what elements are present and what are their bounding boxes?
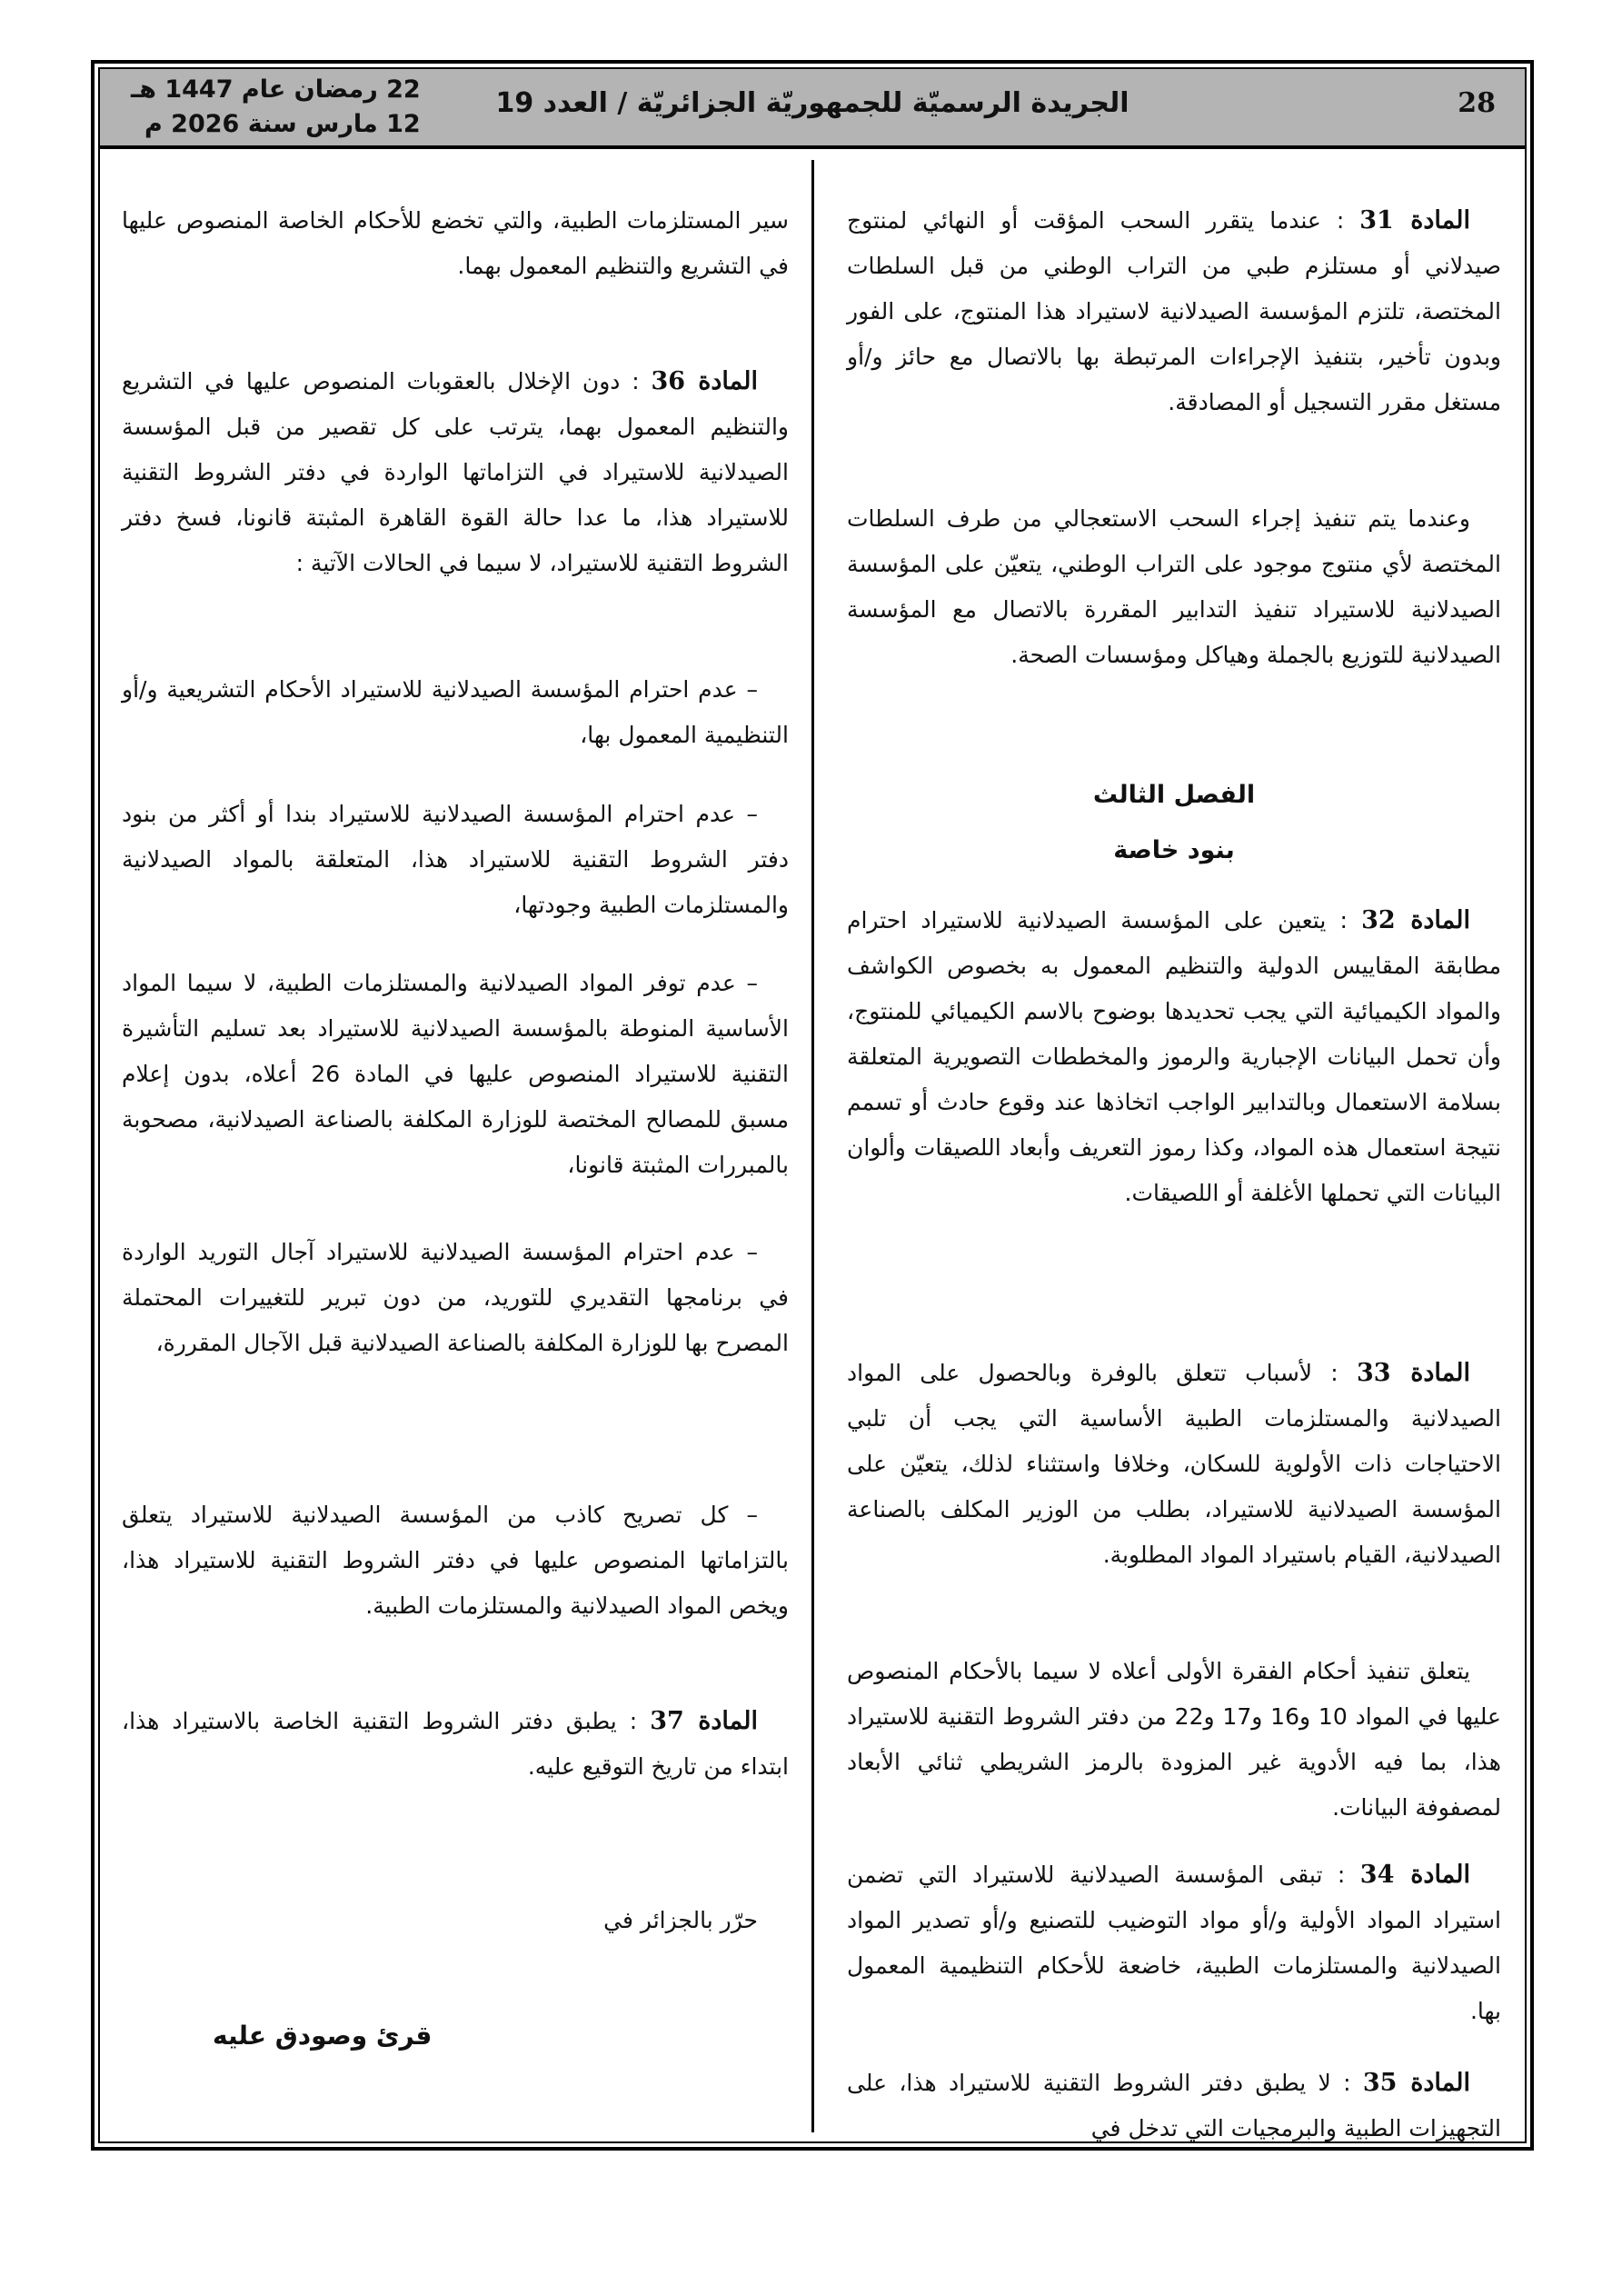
article-label: المادة 35 xyxy=(1362,2069,1470,2097)
gazette-header xyxy=(100,69,1525,149)
issue-date xyxy=(131,73,421,142)
article-33 xyxy=(847,1351,1501,1578)
article-33-paragraph-2: يتعلق تنفيذ أحكام الفقرة الأولى أعلاه لا سيما بالأحكام المنصوص عليها في المواد 10 و16 و17 و22 من دفتر الشروط التقنية للاستيراد هذا، بما فيه الأدوية غير المزودة بالرمز الشريطي ثنائي الأبعاد لمصفوفة البيانات. xyxy=(847,1658,1501,1821)
bullet-item: – كل تصريح كاذب من المؤسسة الصيدلانية للاستيراد يتعلق بالتزاماتها المنصوص عليها في دفتر الشروط التقنية للاستيراد هذا، ويخص المواد الصيدلانية والمستلزمات الطبية. xyxy=(122,1502,789,1619)
bullet-item: – عدم احترام المؤسسة الصيدلانية للاستيراد آجال التوريد الواردة في برنامجها التقديري للتوريد، من دون تبرير للتغييرات المحتملة المصرح بها للوزارة المكلفة بالصناعة الصيدلانية قبل الآجال المقررة، xyxy=(122,1239,789,1356)
article-label: المادة 36 xyxy=(651,367,758,395)
gazette-title: الجريدة الرسميّة للجمهوريّة الجزائريّة / العدد 19 xyxy=(495,87,1129,119)
gregorian-date: 12 مارس سنة 2026 م xyxy=(144,110,421,138)
article-label: المادة 34 xyxy=(1359,1861,1471,1889)
hijri-date: 22 رمضان عام 1447 هـ xyxy=(131,75,421,104)
article-31-paragraph-2: وعندما يتم تنفيذ إجراء السحب الاستعجالي من طرف السلطات المختصة لأي منتوج موجود على التراب الوطني، يتعيّن على المؤسسة الصيدلانية للاستيراد تنفيذ التدابير المقررة بالاتصال مع المؤسسة الصيدلانية للتوزيع بالجملة وهياكل ومؤسسات الصحة. xyxy=(847,505,1501,668)
article-35-continuation: سير المستلزمات الطبية، والتي تخضع للأحكام الخاصة المنصوص عليها في التشريع والتنظيم المعمول بهما. xyxy=(122,207,789,279)
article-text: : لا يطبق دفتر الشروط التقنية للاستيراد هذا، على التجهيزات الطبية والبرمجيات التي تدخل في xyxy=(847,2070,1501,2141)
article-text: : تبقى المؤسسة الصيدلانية للاستيراد التي تضمن استيراد المواد الأولية و/أو مواد التوضيب للتصنيع و/أو تصدير المواد الصيدلانية والمستلزمات الطبية، خاضعة للأحكام التنظيمية المعمول بها. xyxy=(847,1862,1501,2024)
chapter-title: الفصل الثالث xyxy=(1092,781,1256,809)
article-label: المادة 32 xyxy=(1361,906,1470,934)
article-35 xyxy=(847,2061,1501,2151)
page-number: 28 xyxy=(1458,87,1496,119)
done-at-line: حرّر بالجزائر في xyxy=(603,1907,758,1933)
article-text: : يتعين على المؤسسة الصيدلانية للاستيراد احترام مطابقة المقاييس الدولية والتنظيم المعمول به بخصوص الكواشف والمواد الكيميائية التي يجب تحديدها بوضوح بالاسم الكيميائي للمنتوج، وأن تحمل البيانات الإجبارية والرموز والمخططات التصويرية المتعلقة بسلامة الاستعمال وبالتدابير الواجب اتخاذها عند وقوع حادث أو تسمم نتيجة استعمال هذه المواد، وكذا رموز التعريف وأبعاد اللصيقات وألوان البيانات التي تحملها الأغلفة أو اللصيقات. xyxy=(847,907,1501,1206)
article-32 xyxy=(847,898,1501,1216)
article-label: المادة 31 xyxy=(1359,206,1470,235)
column-divider xyxy=(811,160,814,2132)
article-34 xyxy=(847,1852,1501,2034)
article-31 xyxy=(847,198,1501,425)
article-36 xyxy=(122,359,789,586)
bullet-item: – عدم توفر المواد الصيدلانية والمستلزمات الطبية، لا سيما المواد الأساسية المنوطة بالمؤسسة الصيدلانية للاستيراد بعد تسليم التأشيرة التقنية للاستيراد المنصوص عليها في المادة 26 أعلاه، بدون إعلام مسبق للمصالح المختصة للوزارة المكلفة بالصناعة الصيدلانية، مصحوبة بالمبررات المثبتة قانونا، xyxy=(122,970,789,1178)
article-text: : دون الإخلال بالعقوبات المنصوص عليها في التشريع والتنظيم المعمول بهما، يترتب على كل تقصير من قبل المؤسسة الصيدلانية للاستيراد في التزاماتها الواردة في دفتر الشروط التقنية للاستيراد هذا، ما عدا حالة القوة القاهرة المثبتة قانونا، فسخ دفتر الشروط التقنية للاستيراد، لا سيما في الحالات الآتية : xyxy=(122,368,789,576)
bullet-item: – عدم احترام المؤسسة الصيدلانية للاستيراد الأحكام التشريعية و/أو التنظيمية المعمول بها، xyxy=(122,676,789,748)
article-label: المادة 37 xyxy=(650,1707,758,1735)
article-37 xyxy=(122,1699,789,1790)
bullet-item: – عدم احترام المؤسسة الصيدلانية للاستيراد بندا أو أكثر من بنود دفتر الشروط التقنية للاستيراد هذا، المتعلقة بالمواد الصيدلانية والمستلزمات الطبية وجودتها، xyxy=(122,801,789,918)
article-text: : يطبق دفتر الشروط التقنية الخاصة بالاستيراد هذا، ابتداء من تاريخ التوقيع عليه. xyxy=(122,1708,789,1780)
approval-line: قرئ وصودق عليه xyxy=(213,2021,433,2051)
chapter-subtitle: بنود خاصة xyxy=(1113,836,1235,864)
article-label: المادة 33 xyxy=(1356,1359,1470,1387)
article-text: : لأسباب تتعلق بالوفرة وبالحصول على المواد الصيدلانية والمستلزمات الطبية الأساسية التي يجب أن تلبي الاحتياجات ذات الأولوية للسكان، وخلافا واستثناء لذلك، يتعيّن على المؤسسة الصيدلانية للاستيراد، بطلب من الوزير المكلف بالصناعة الصيدلانية، القيام باستيراد المواد المطلوبة. xyxy=(847,1360,1501,1568)
article-text: : عندما يتقرر السحب المؤقت أو النهائي لمنتوج صيدلاني أو مستلزم طبي من التراب الوطني من قبل السلطات المختصة، تلتزم المؤسسة الصيدلانية لاستيراد هذا المنتوج، على الفور وبدون تأخير، بتنفيذ الإجراءات المرتبطة بها بالاتصال مع حائز و/أو مستغل مقرر التسجيل أو المصادقة. xyxy=(847,207,1501,415)
